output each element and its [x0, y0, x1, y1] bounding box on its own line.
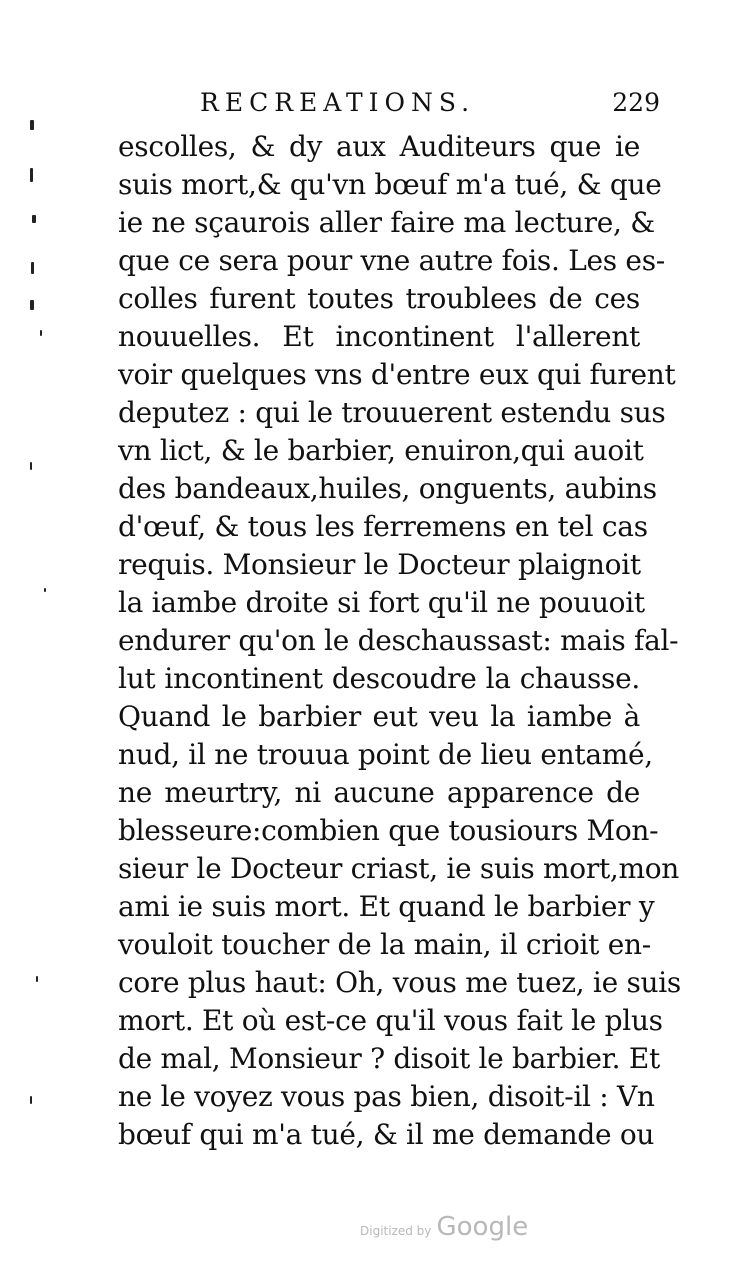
text-line: de mal, Monsieur ? disoit le barbier. Et: [118, 1042, 660, 1075]
text-line: core plus haut: Oh, vous me tuez, ie suis: [118, 966, 681, 999]
text-line: des bandeaux,huiles, onguents, aubins: [118, 472, 657, 505]
text-line: bœuf qui m'a tué, & il me demande ou: [118, 1118, 655, 1151]
margin-mark: [30, 1096, 32, 1104]
text-line: escolles, & dy aux Auditeurs que ie: [118, 130, 640, 163]
margin-mark: [30, 462, 32, 470]
text-line: blesseure:combien que tousiours Mon-: [118, 814, 659, 847]
text-line: vn lict, & le barbier, enuiron,qui auoit: [118, 434, 644, 467]
body-text: [118, 128, 681, 1154]
text-line: ami ie suis mort. Et quand le barbier y: [118, 890, 655, 923]
margin-mark: [30, 120, 34, 130]
text-line: colles furent toutes troublees de ces: [118, 282, 640, 315]
text-line: nud, il ne trouua point de lieu entamé,: [118, 738, 653, 771]
text-line: ne meurtry, ni aucune apparence de: [118, 776, 640, 809]
text-line: ie ne sçaurois aller faire ma lecture, &: [118, 206, 655, 239]
text-line: requis. Monsieur le Docteur plaignoit: [118, 548, 641, 581]
page-header: [200, 88, 660, 128]
text-line: nouuelles. Et incontinent l'allerent: [118, 320, 640, 353]
margin-mark: [40, 330, 42, 336]
margin-mark: [32, 215, 36, 223]
digitized-by-google-watermark: [360, 1212, 528, 1242]
text-line: ne le voyez vous pas bien, disoit-il : Vn: [118, 1080, 655, 1113]
digitized-label: Digitized by: [360, 1224, 432, 1238]
text-line: mort. Et où est-ce qu'il vous fait le plus: [118, 1004, 663, 1037]
margin-mark: [44, 588, 46, 592]
margin-mark: [30, 300, 34, 310]
text-line: suis mort,& qu'vn bœuf m'a tué, & que: [118, 168, 662, 201]
running-head: RECREATIONS.: [200, 88, 476, 117]
text-line: endurer qu'on le deschaussast: mais fal-: [118, 624, 679, 657]
margin-mark: [36, 976, 38, 982]
text-line: Quand le barbier eut veu la iambe à: [118, 700, 640, 733]
google-logo-text: Google: [436, 1212, 529, 1242]
margin-mark: [30, 168, 33, 182]
text-line: vouloit toucher de la main, il crioit en-: [118, 928, 651, 961]
text-line: d'œuf, & tous les ferremens en tel cas: [118, 510, 648, 543]
page-number: 229: [612, 88, 660, 117]
margin-mark: [31, 262, 34, 274]
text-line: que ce sera pour vne autre fois. Les es-: [118, 244, 665, 277]
text-line: deputez : qui le trouuerent estendu sus: [118, 396, 666, 429]
text-line: voir quelques vns d'entre eux qui furent: [118, 358, 676, 391]
text-line: lut incontinent descoudre la chausse.: [118, 662, 640, 695]
text-line: sieur le Docteur criast, ie suis mort,mon: [118, 852, 680, 885]
text-line: la iambe droite si fort qu'il ne pouuoit: [118, 586, 645, 619]
